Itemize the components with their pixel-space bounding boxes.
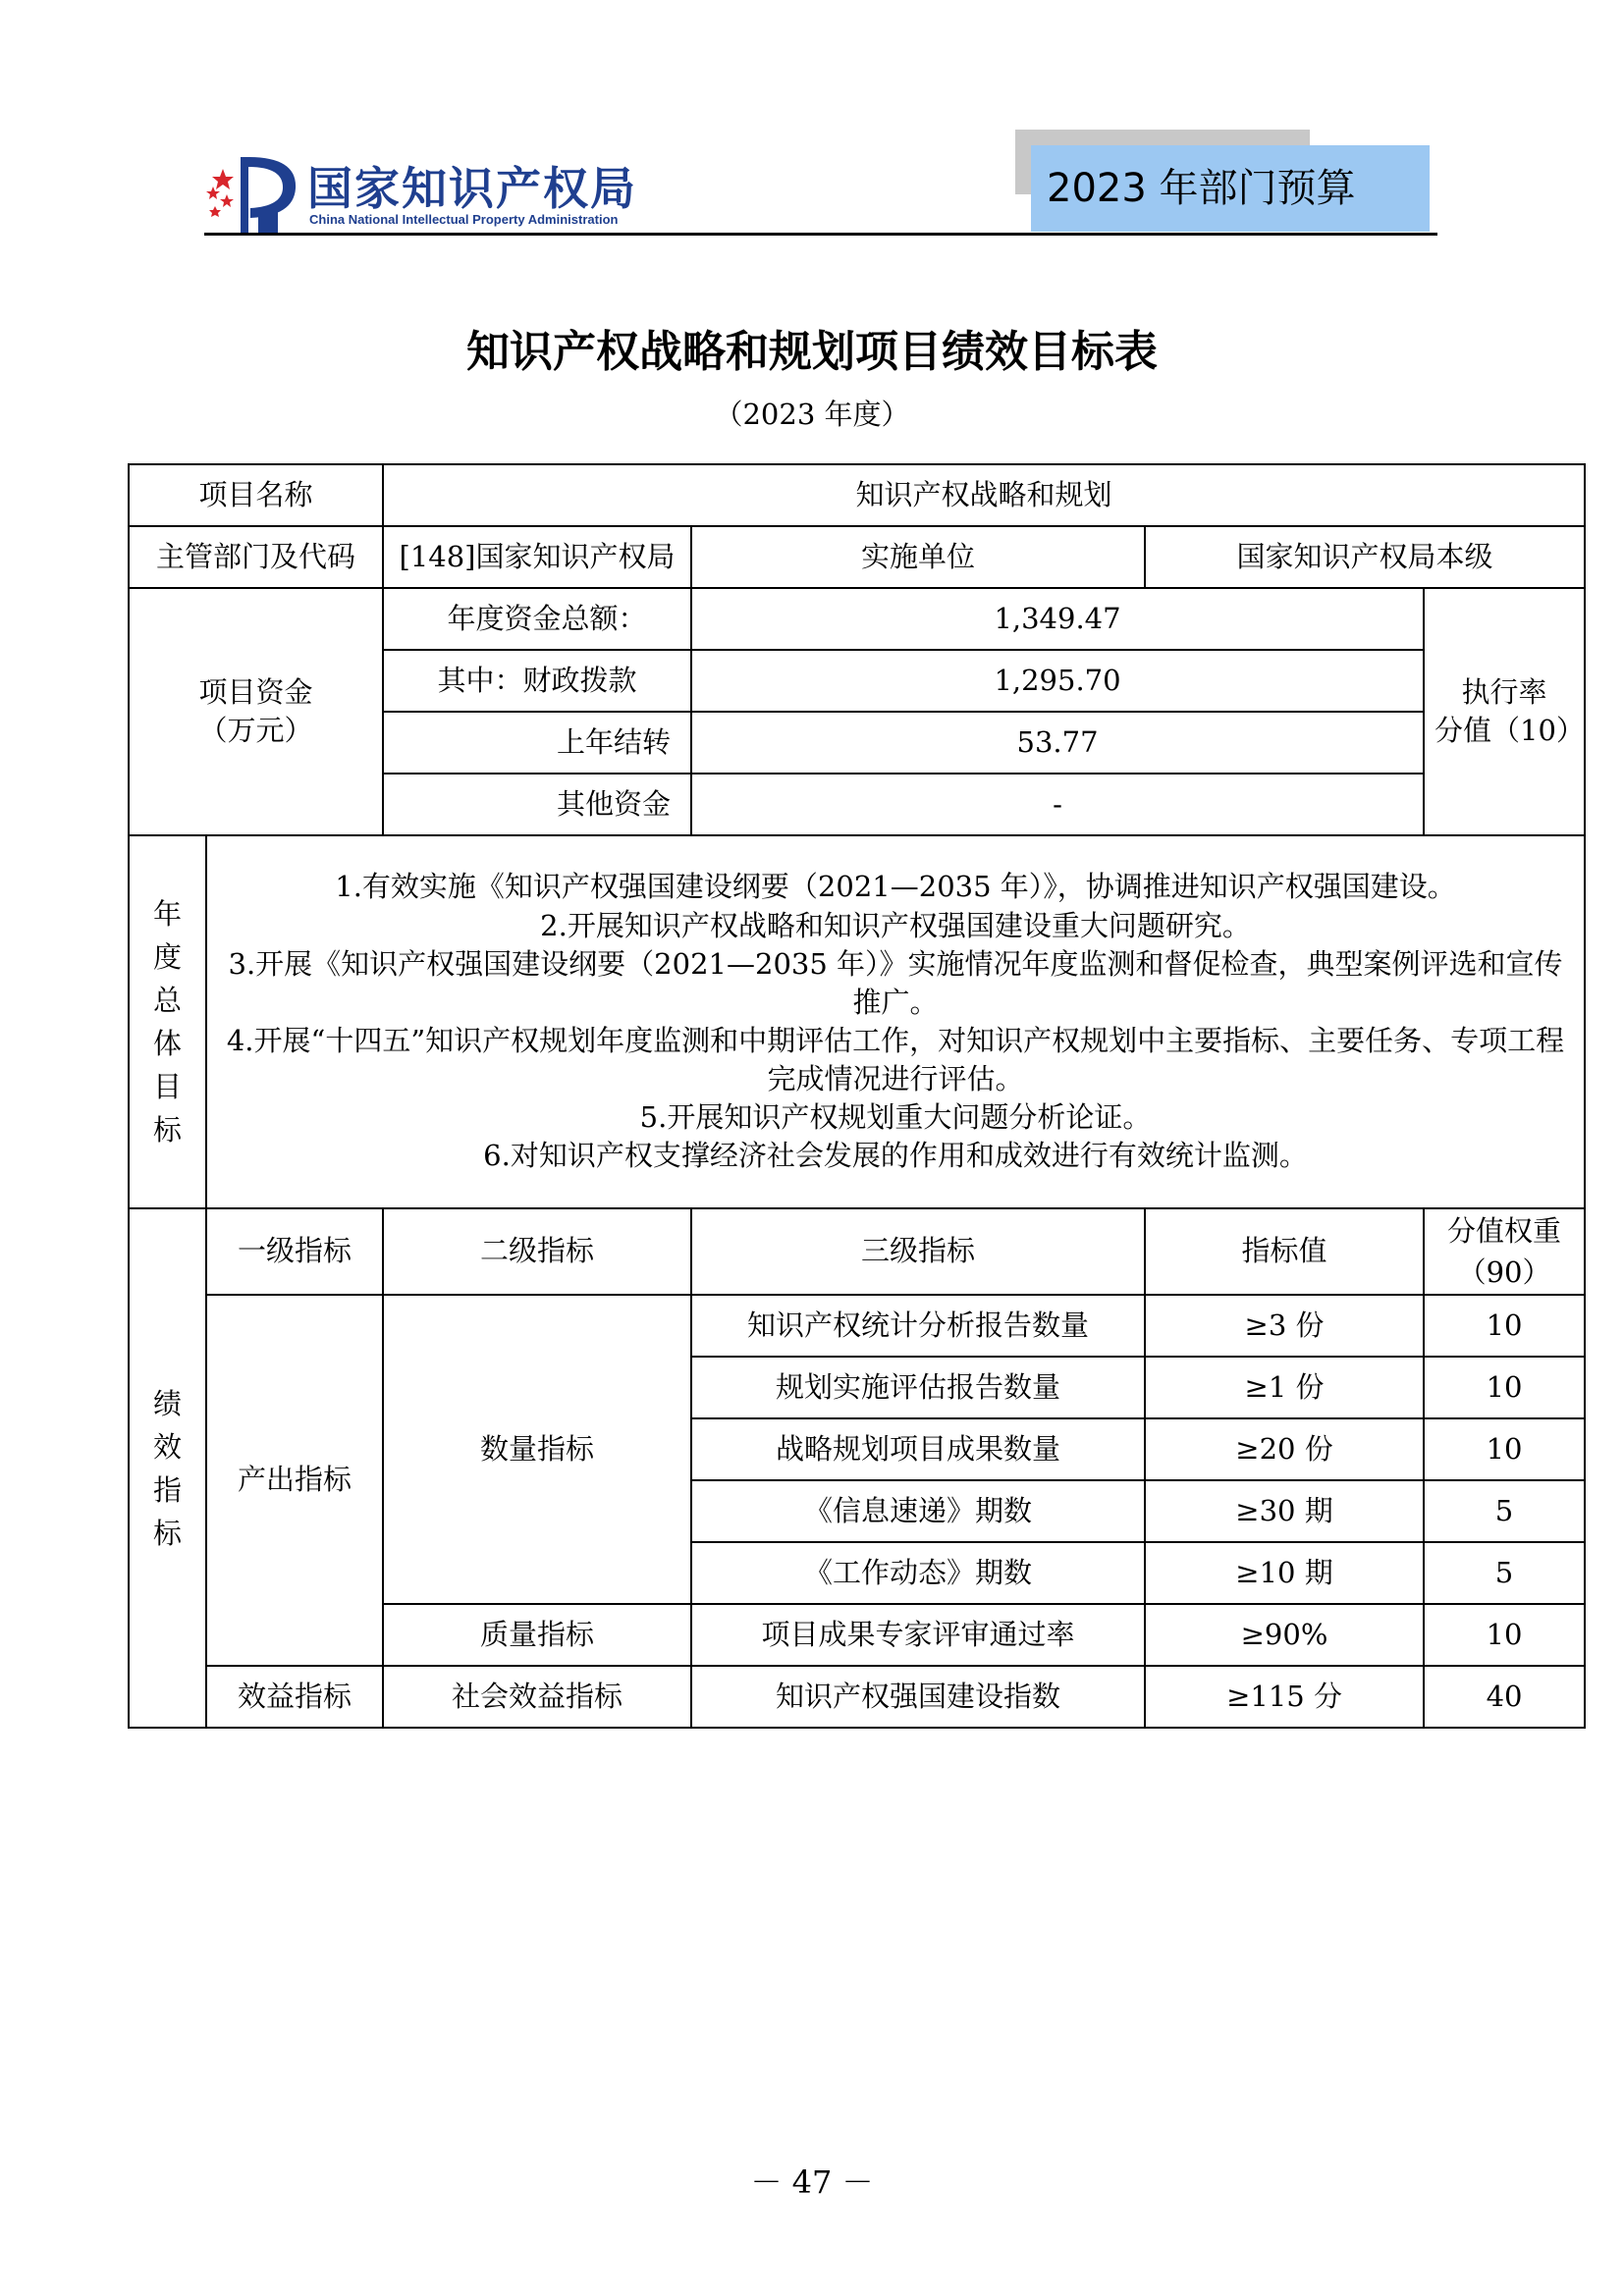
table-row	[129, 588, 1585, 650]
perf-label: 绩 效 指 标	[129, 1208, 206, 1728]
org-name-en: China National Intellectual Property Administration	[309, 212, 619, 227]
dept-value: [148]国家知识产权局	[383, 526, 691, 588]
fund-label: 年度资金总额：	[383, 588, 691, 650]
indicator-target: ≥90%	[1145, 1604, 1424, 1666]
fund-label: 上年结转	[383, 712, 691, 774]
goal-item: 4.开展“十四五”知识产权规划年度监测和中期评估工作，对知识产权规划中主要指标、主要任务、专项工程完成情况进行评估。	[226, 1024, 1565, 1096]
budget-badge-text: 2023 年部门预算	[1047, 166, 1356, 211]
col-header-level1: 一级指标	[206, 1208, 383, 1295]
level1-benefit: 效益指标	[206, 1666, 383, 1728]
indicator-weight: 10	[1424, 1357, 1585, 1418]
col-header-weight: 分值权重 （90）	[1424, 1208, 1585, 1295]
level2-quality: 质量指标	[383, 1604, 691, 1666]
indicator-weight: 10	[1424, 1604, 1585, 1666]
indicator-weight: 10	[1424, 1418, 1585, 1480]
fund-value: 53.77	[691, 712, 1424, 774]
goal-item: 5.开展知识产权规划重大问题分析论证。	[639, 1100, 1152, 1135]
indicator-target: ≥115 分	[1145, 1666, 1424, 1728]
goal-item: 2.开展知识产权战略和知识产权强国建设重大问题研究。	[540, 908, 1251, 942]
page-title: 知识产权战略和规划项目绩效目标表	[466, 327, 1158, 377]
fund-label: 其他资金	[383, 774, 691, 835]
fund-label: 其中：财政拨款	[383, 650, 691, 712]
indicator-target: ≥3 份	[1145, 1295, 1424, 1357]
level1-output: 产出指标	[206, 1295, 383, 1666]
performance-table	[128, 463, 1586, 1729]
indicator-target: ≥1 份	[1145, 1357, 1424, 1418]
indicator-name: 规划实施评估报告数量	[691, 1357, 1145, 1418]
col-header-level3: 三级指标	[691, 1208, 1145, 1295]
dept-label: 主管部门及代码	[129, 526, 383, 588]
impl-value: 国家知识产权局本级	[1145, 526, 1585, 588]
goal-item: 6.对知识产权支撑经济社会发展的作用和成效进行有效统计监测。	[483, 1139, 1308, 1173]
indicator-target: ≥20 份	[1145, 1418, 1424, 1480]
level2-social: 社会效益指标	[383, 1666, 691, 1728]
annual-goals	[206, 835, 1585, 1208]
indicator-weight: 5	[1424, 1480, 1585, 1542]
col-header-target: 指标值	[1145, 1208, 1424, 1295]
fund-value: 1,349.47	[691, 588, 1424, 650]
logo	[201, 147, 673, 236]
indicator-name: 知识产权强国建设指数	[691, 1666, 1145, 1728]
org-name-cn: 国家知识产权局	[307, 162, 637, 215]
table-row	[129, 1666, 1585, 1728]
page-number: － 47 －	[750, 2163, 874, 2201]
indicator-target: ≥10 期	[1145, 1542, 1424, 1604]
funds-label: 项目资金 （万元）	[129, 588, 383, 835]
table-row	[129, 1208, 1585, 1295]
level2-quantity: 数量指标	[383, 1295, 691, 1604]
table-row	[129, 835, 1585, 1208]
goal-item: 1.有效实施《知识产权强国建设纲要（2021—2035 年）》，协调推进知识产权强国建设。	[335, 870, 1456, 904]
logo-emblem-icon	[201, 147, 299, 236]
fund-value: -	[691, 774, 1424, 835]
indicator-name: 战略规划项目成果数量	[691, 1418, 1145, 1480]
indicator-weight: 5	[1424, 1542, 1585, 1604]
impl-label: 实施单位	[691, 526, 1145, 588]
page-subtitle: （2023 年度）	[714, 398, 910, 431]
indicator-name: 《工作动态》期数	[691, 1542, 1145, 1604]
indicator-name: 《信息速递》期数	[691, 1480, 1145, 1542]
header-divider	[204, 233, 1437, 236]
col-header-level2: 二级指标	[383, 1208, 691, 1295]
goal-item: 3.开展《知识产权强国建设纲要（2021—2035 年）》实施情况年度监测和督促检查，典型案例评选和宣传推广。	[228, 946, 1563, 1019]
indicator-name: 知识产权统计分析报告数量	[691, 1295, 1145, 1357]
fund-value: 1,295.70	[691, 650, 1424, 712]
table-row	[129, 1295, 1585, 1357]
project-name-label: 项目名称	[129, 464, 383, 526]
indicator-weight: 10	[1424, 1295, 1585, 1357]
goals-label: 年 度 总 体 目 标	[129, 835, 206, 1208]
table-row	[129, 464, 1585, 526]
project-name-value: 知识产权战略和规划	[383, 464, 1585, 526]
indicator-target: ≥30 期	[1145, 1480, 1424, 1542]
table-row	[129, 526, 1585, 588]
exec-rate-label: 执行率 分值（10）	[1424, 588, 1585, 835]
indicator-name: 项目成果专家评审通过率	[691, 1604, 1145, 1666]
indicator-weight: 40	[1424, 1666, 1585, 1728]
